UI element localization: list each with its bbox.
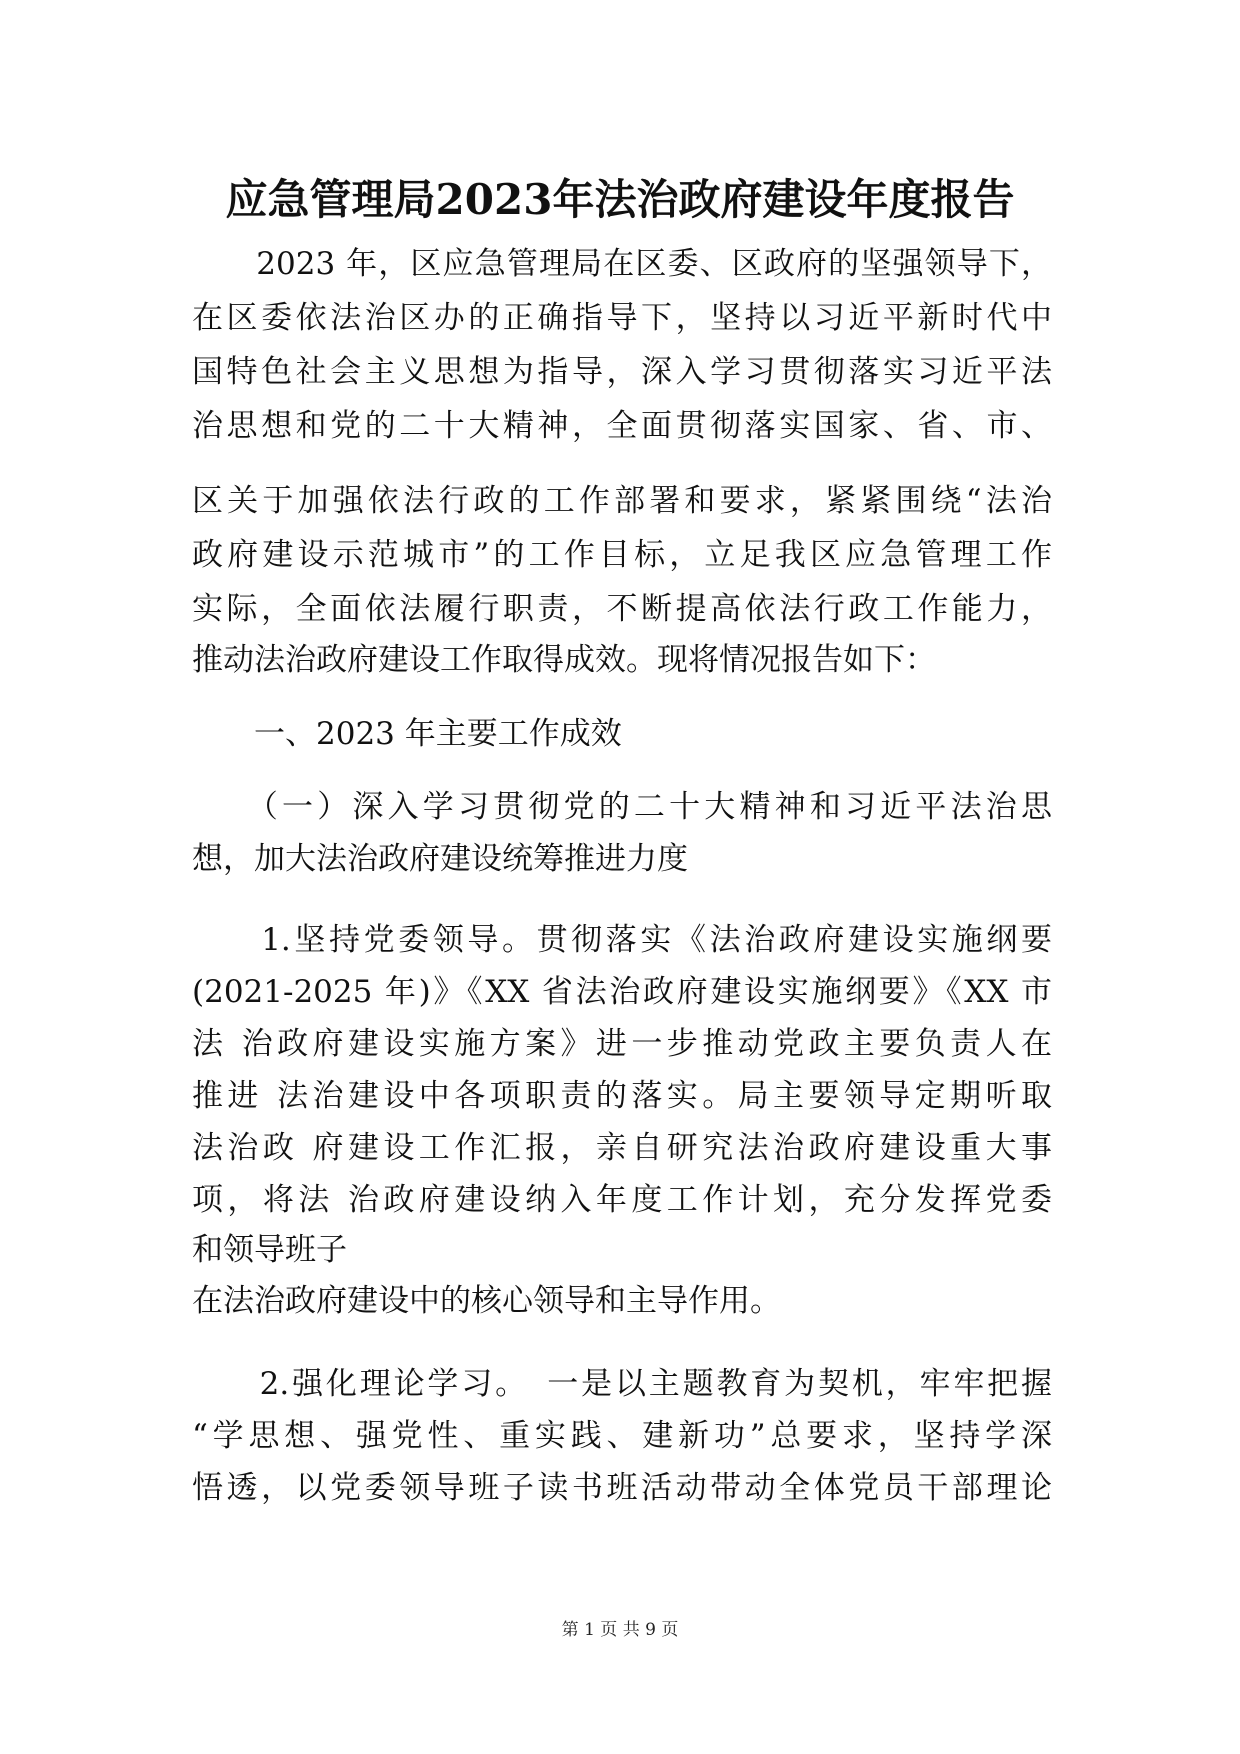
paragraph-line: 国特色社会主义思想为指导，深入学习贯彻落实习近平法 xyxy=(192,354,1052,390)
subsection-heading: 想，加大法治政府建设统筹推进力度 xyxy=(192,841,688,877)
paragraph-line: 和领导班子 xyxy=(192,1232,347,1268)
paragraph-line: 2.强化理论学习。 一是以主题教育为契机，牢牢把握 xyxy=(192,1366,1052,1402)
page-number: 第 1 页 共 9 页 xyxy=(561,1620,679,1640)
paragraph-line: 项，将法 治政府建设纳入年度工作计划，充分发挥党委 xyxy=(192,1182,1052,1218)
paragraph-line: 治思想和党的二十大精神，全面贯彻落实国家、省、市、 xyxy=(192,408,1052,444)
paragraph-line: 2023 年，区应急管理局在区委、区政府的坚强领导下， xyxy=(192,246,1052,282)
paragraph-line: 政府建设示范城市”的工作目标，立足我区应急管理工作 xyxy=(192,537,1052,573)
paragraph-line: 法治政 府建设工作汇报，亲自研究法治政府建设重大事 xyxy=(192,1130,1052,1166)
paragraph-line: “学思想、强党性、重实践、建新功”总要求，坚持学深 xyxy=(192,1418,1052,1454)
document-title: 应急管理局2023年法治政府建设年度报告 xyxy=(225,175,1015,224)
paragraph-line: 在法治政府建设中的核心领导和主导作用。 xyxy=(192,1283,781,1319)
paragraph-line: 推动法治政府建设工作取得成效。现将情况报告如下： xyxy=(192,642,936,678)
paragraph-line: 在区委依法治区办的正确指导下，坚持以习近平新时代中 xyxy=(192,300,1052,336)
section-heading: 一、2023 年主要工作成效 xyxy=(192,716,622,752)
subsection-heading: （一）深入学习贯彻党的二十大精神和习近平法治思 xyxy=(192,789,1052,825)
paragraph-line: 实际，全面依法履行职责，不断提高依法行政工作能力， xyxy=(192,591,1052,627)
paragraph-line: 1.坚持党委领导。贯彻落实《法治政府建设实施纲要 xyxy=(192,922,1052,958)
paragraph-line: 推进 法治建设中各项职责的落实。局主要领导定期听取 xyxy=(192,1078,1052,1114)
paragraph-line: 悟透，以党委领导班子读书班活动带动全体党员干部理论 xyxy=(192,1470,1052,1506)
paragraph-line: (2021-2025 年)》《XX 省法治政府建设实施纲要》《XX 市 xyxy=(192,974,1052,1010)
paragraph-line: 区关于加强依法行政的工作部署和要求，紧紧围绕“法治 xyxy=(192,483,1052,519)
paragraph-line: 法 治政府建设实施方案》进一步推动党政主要负责人在 xyxy=(192,1026,1052,1062)
